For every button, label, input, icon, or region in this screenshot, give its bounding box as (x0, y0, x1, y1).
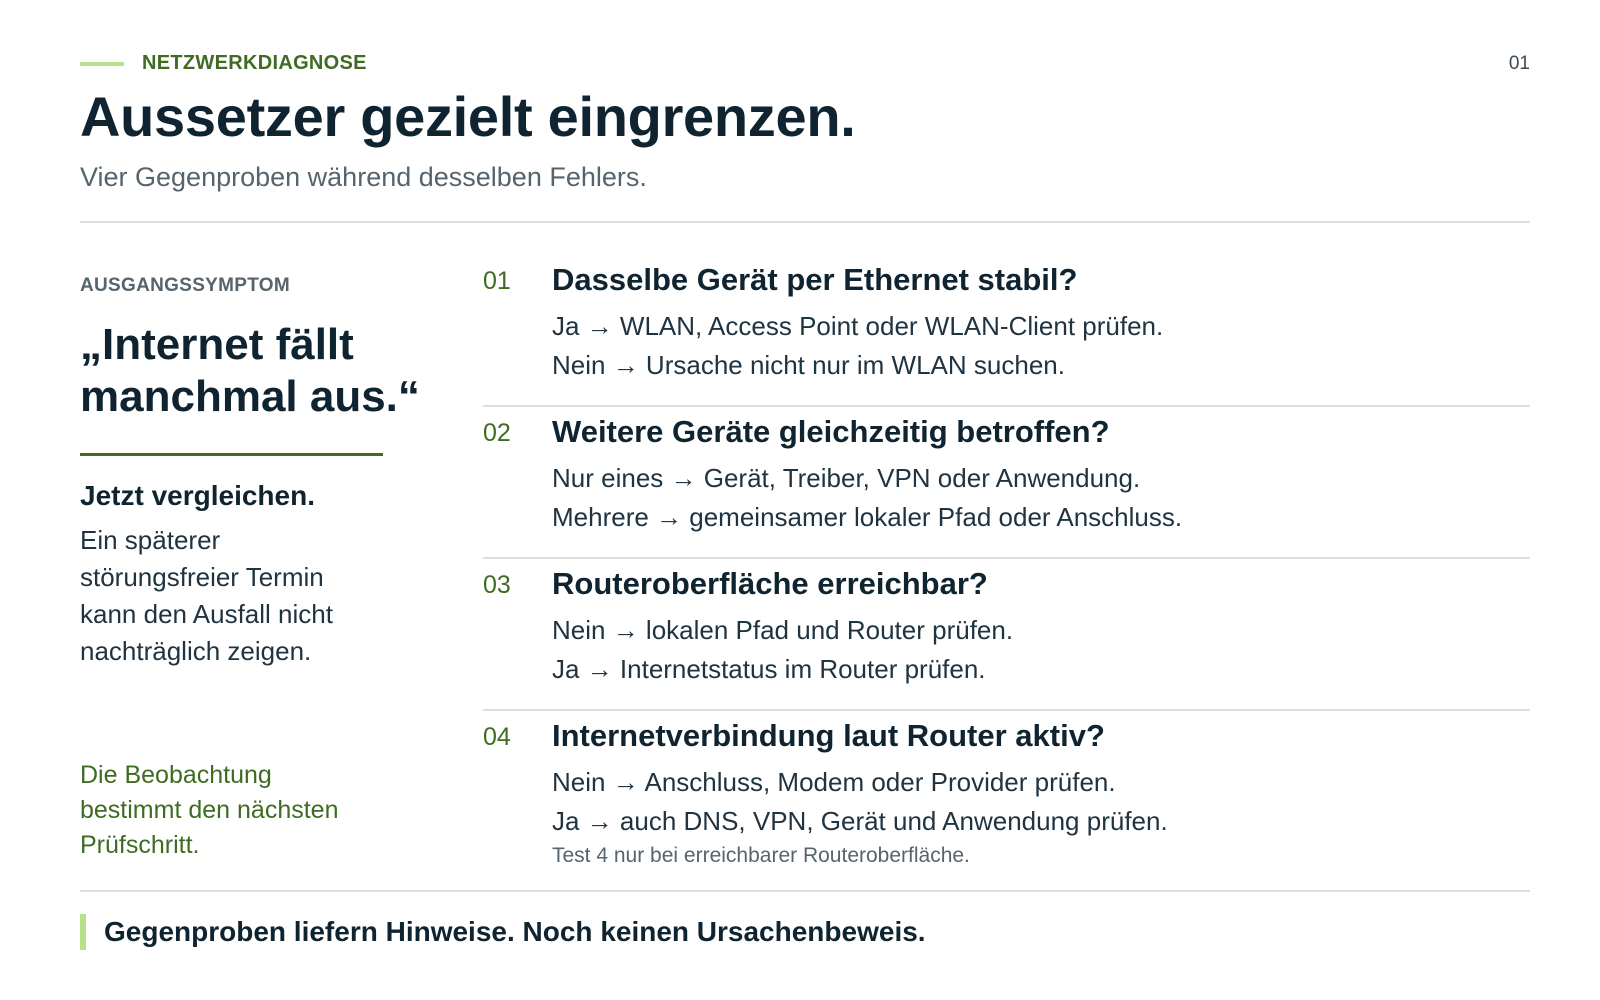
eyebrow (80, 52, 367, 75)
test-outcome: Mehrere → gemeinsamer lokaler Pfad oder Anschluss. (552, 502, 1183, 532)
eyebrow-label: NETZWERKDIAGNOSE (142, 52, 367, 74)
page-number: 01 (1508, 53, 1530, 74)
test-content (552, 413, 1182, 537)
test-footnote: Test 4 nur bei erreichbarer Routeroberfläche. (552, 844, 970, 867)
test-outcome: Nein → Anschluss, Modem oder Provider prüfen. (552, 767, 1116, 797)
footer-divider (80, 890, 1530, 892)
slide (80, 0, 1530, 1000)
symptom-label: AUSGANGSSYMPTOM (80, 275, 291, 296)
header-divider (80, 221, 1530, 223)
observation-note: Die Beobachtung bestimmt den nächsten Prüfschritt. (80, 761, 339, 859)
test-outcome: Ja → WLAN, Access Point oder WLAN-Client prüfen. (552, 311, 1164, 341)
test-outcome: Nein → lokalen Pfad und Router prüfen. (552, 615, 1014, 645)
test-question: Dasselbe Gerät per Ethernet stabil? (552, 262, 1078, 297)
test-content (552, 717, 1168, 868)
test-item (483, 711, 1530, 867)
page-title: Aussetzer gezielt eingrenzen. (80, 85, 856, 148)
test-list (483, 255, 1530, 867)
test-outcome: Nur eines → Gerät, Treiber, VPN oder Anwendung. (552, 463, 1141, 493)
test-content (552, 261, 1163, 385)
test-content (552, 565, 1013, 689)
symptom-quote: „Internet fällt manchmal aus.“ (80, 320, 420, 421)
eyebrow-accent-line (80, 62, 124, 66)
test-number: 02 (483, 419, 511, 447)
test-outcome: Nein → Ursache nicht nur im WLAN suchen. (552, 350, 1065, 380)
test-number: 03 (483, 571, 511, 599)
test-item (483, 559, 1530, 711)
test-outcome: Ja → Internetstatus im Router prüfen. (552, 654, 986, 684)
symptom-panel (80, 275, 420, 670)
compare-text: Ein späterer störungsfreier Termin kann den Ausfall nicht nachträglich zeigen. (80, 525, 333, 666)
test-outcome: Ja → auch DNS, VPN, Gerät und Anwendung prüfen. (552, 806, 1168, 836)
conclusion-callout (80, 914, 926, 950)
conclusion-accent-bar (80, 914, 86, 950)
compare-heading: Jetzt vergleichen. (80, 480, 315, 511)
test-question: Weitere Geräte gleichzeitig betroffen? (552, 414, 1110, 449)
test-number: 01 (483, 267, 511, 295)
test-question: Internetverbindung laut Router aktiv? (552, 718, 1105, 753)
test-number: 04 (483, 723, 511, 751)
conclusion-text: Gegenproben liefern Hinweise. Noch keinen Ursachenbeweis. (104, 916, 926, 947)
test-item (483, 407, 1530, 559)
test-item (483, 255, 1530, 407)
page-subtitle: Vier Gegenproben während desselben Fehlers. (80, 162, 647, 192)
test-question: Routeroberfläche erreichbar? (552, 566, 988, 601)
symptom-divider (80, 453, 383, 456)
